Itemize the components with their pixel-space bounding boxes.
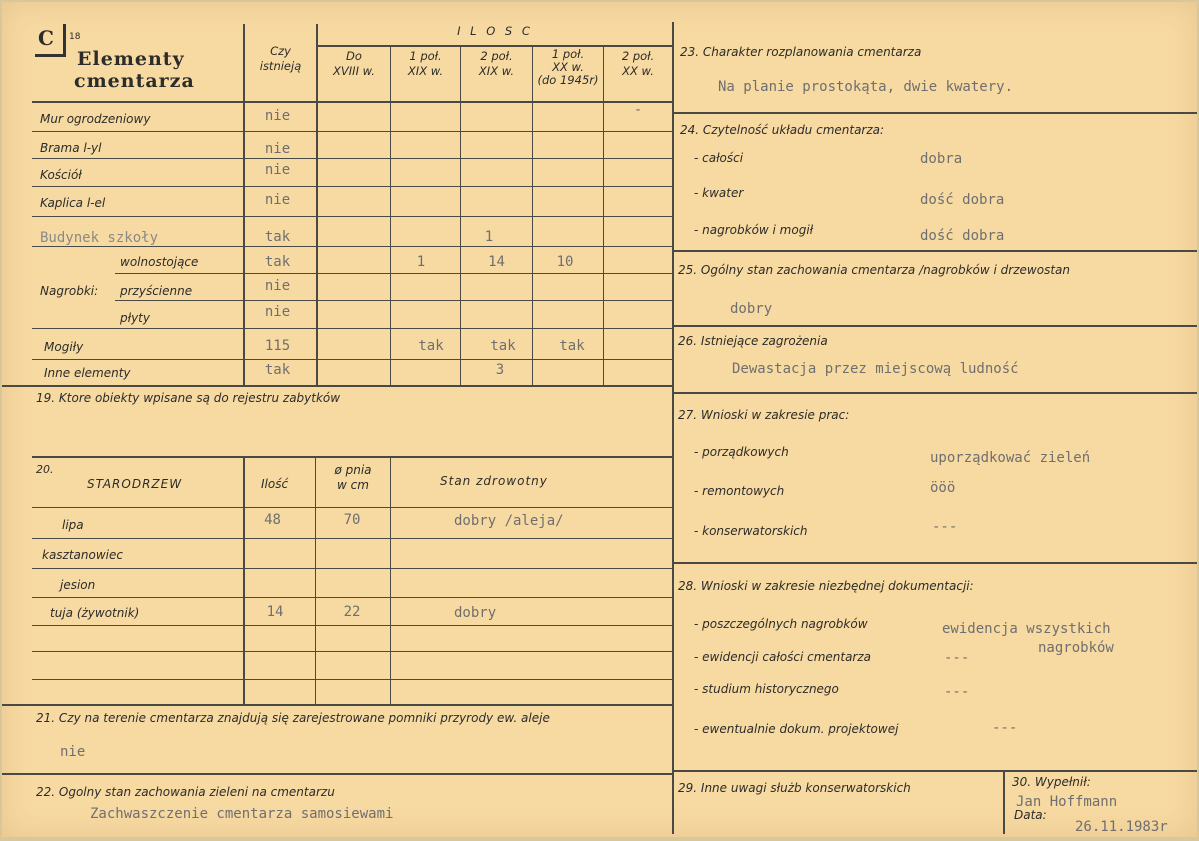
col-header-ilosc: I L O S C bbox=[457, 24, 533, 38]
record-card bbox=[2, 2, 1197, 837]
row-label-przyscienne: przyścienne bbox=[120, 284, 193, 298]
tree-count-lipa: 48 bbox=[264, 512, 281, 528]
q23-label: 23. Charakter rozplanowania cmentarza bbox=[680, 45, 922, 59]
q28-label: 28. Wnioski w zakresie niezbędnej dokumentacji: bbox=[678, 579, 974, 593]
value-inne-2pol-xix: 3 bbox=[495, 362, 505, 378]
q25-answer: dobry bbox=[730, 301, 773, 317]
q22-answer: Zachwaszczenie cmentarza samosiewami bbox=[90, 806, 394, 822]
q30-date-label: Data: bbox=[1014, 808, 1047, 822]
q20-header-count: Ilość bbox=[261, 477, 289, 491]
row-label-kosciol: Kościół bbox=[40, 168, 82, 182]
tree-state-tuja: dobry bbox=[454, 605, 497, 621]
col-header-2pol-xix: 2 poł. XIX w. bbox=[478, 49, 515, 78]
tree-name-lipa: lipa bbox=[62, 518, 84, 532]
q27-value-remontowych: ööö bbox=[930, 480, 956, 496]
q20-header-state: Stan zdrowotny bbox=[440, 474, 548, 488]
q27-label: 27. Wnioski w zakresie prac: bbox=[678, 408, 850, 422]
exists-mur: nie bbox=[264, 108, 291, 124]
exists-brama: nie bbox=[264, 141, 291, 157]
q30-label: 30. Wypełnił: bbox=[1012, 775, 1091, 789]
exists-kosciol: nie bbox=[264, 162, 291, 178]
q29-label: 29. Inne uwagi służb konserwatorskich bbox=[678, 781, 911, 795]
col-header-exists: Czy istnieją bbox=[259, 44, 302, 73]
q28-item-ewentualnie: - ewentualnie dokum. projektowej bbox=[694, 722, 899, 736]
q27-item-porzadkowych: - porządkowych bbox=[694, 445, 789, 459]
exists-inne: tak bbox=[264, 362, 291, 378]
tree-diam-lipa: 70 bbox=[343, 512, 361, 528]
card-number: 18 bbox=[69, 32, 81, 42]
q28-value-ewentualnie: --- bbox=[992, 720, 1018, 736]
title-line-1: Elementy bbox=[77, 48, 185, 70]
q24-item-nagrobkow: - nagrobków i mogił bbox=[694, 223, 814, 237]
col-header-do-xviii: Do XVIII w. bbox=[333, 49, 375, 78]
exists-wolnostojace: tak bbox=[264, 254, 291, 270]
row-label-brama: Brama l-yl bbox=[40, 141, 102, 155]
q28-item-ewidencji: - ewidencji całości cmentarza bbox=[694, 650, 872, 664]
row-label-plyty: płyty bbox=[120, 311, 150, 325]
tree-name-tuja: tuja (żywotnik) bbox=[50, 606, 140, 620]
row-label-mogily: Mogiły bbox=[44, 340, 84, 354]
q24-value-calosci: dobra bbox=[920, 151, 963, 167]
section-title bbox=[74, 48, 195, 92]
q27-item-remontowych: - remontowych bbox=[694, 484, 785, 498]
q28-value-poszczegolnych: ewidencja wszystkich bbox=[942, 621, 1111, 637]
exists-kaplica: nie bbox=[264, 192, 291, 208]
value-budynek-2pol-xix: 1 bbox=[484, 229, 494, 245]
value-mur-2pol-xx: - bbox=[633, 102, 643, 118]
row-label-wolnostojace: wolnostojące bbox=[120, 255, 199, 269]
value-mogily-2pol-xix: tak bbox=[490, 338, 516, 354]
col-header-2pol-xx: 2 poł. XX w. bbox=[621, 49, 655, 78]
q28-value-poszczegolnych-2: nagrobków bbox=[1038, 640, 1114, 656]
q20-header-name: STARODRZEW bbox=[87, 477, 183, 491]
q22-label: 22. Ogolny stan zachowania zieleni na cmentarzu bbox=[36, 785, 335, 799]
row-label-kaplica: Kaplica l-el bbox=[40, 196, 106, 210]
card-letter-box bbox=[35, 24, 66, 57]
row-label-inne: Inne elementy bbox=[44, 366, 131, 380]
exists-plyty: nie bbox=[264, 304, 291, 320]
q26-label: 26. Istniejące zagrożenia bbox=[678, 334, 828, 348]
q23-answer: Na planie prostokąta, dwie kwatery. bbox=[718, 79, 1014, 95]
tree-state-lipa: dobry /aleja/ bbox=[454, 513, 564, 529]
q24-value-kwater: dość dobra bbox=[920, 192, 1005, 208]
q24-item-calosci: - całości bbox=[694, 151, 744, 165]
col-header-1pol-xx: 1 poł. XX w. (do 1945r) bbox=[537, 47, 599, 87]
tree-count-tuja: 14 bbox=[266, 604, 284, 620]
q20-number: 20. bbox=[36, 463, 54, 476]
q28-value-studium: --- bbox=[944, 684, 970, 700]
q24-label: 24. Czytelność układu cmentarza: bbox=[680, 123, 885, 137]
q30-date: 26.11.1983r bbox=[1075, 819, 1168, 835]
q21-label: 21. Czy na terenie cmentarza znajdują się zarejestrowane pomniki przyrody ew. aleje bbox=[36, 711, 550, 725]
tree-name-jesion: jesion bbox=[60, 578, 96, 592]
q19-label: 19. Ktore obiekty wpisane są do rejestru zabytków bbox=[36, 391, 341, 405]
q28-item-poszczegolnych: - poszczególnych nagrobków bbox=[694, 617, 868, 631]
row-label-budynek: Budynek szkoły bbox=[40, 230, 159, 246]
q27-value-konserwatorskich: --- bbox=[932, 519, 958, 535]
q27-value-porzadkowych: uporządkować zieleń bbox=[930, 450, 1091, 466]
q28-value-ewidencji: --- bbox=[944, 650, 970, 666]
value-mogily-1pol-xx: tak bbox=[559, 338, 585, 354]
card-letter: C bbox=[38, 26, 54, 50]
q26-answer: Dewastacja przez miejscową ludność bbox=[732, 361, 1019, 377]
value-mogily-1pol-xix: tak bbox=[418, 338, 444, 354]
col-header-1pol-xix: 1 poł. XIX w. bbox=[407, 49, 444, 78]
row-label-mur: Mur ogrodzeniowy bbox=[40, 112, 151, 126]
value-wolno-2pol-xix: 14 bbox=[488, 254, 505, 270]
q20-header-diameter: ø pnia w cm bbox=[334, 463, 372, 492]
value-wolno-1pol-xx: 10 bbox=[556, 254, 574, 270]
exists-budynek: tak bbox=[264, 229, 291, 245]
q27-item-konserwatorskich: - konserwatorskich bbox=[694, 524, 808, 538]
tree-diam-tuja: 22 bbox=[343, 604, 361, 620]
title-line-2: cmentarza bbox=[74, 70, 195, 92]
exists-przyscienne: nie bbox=[264, 278, 291, 294]
q28-item-studium: - studium historycznego bbox=[694, 682, 839, 696]
q24-item-kwater: - kwater bbox=[694, 186, 744, 200]
tree-name-kasztanowiec: kasztanowiec bbox=[42, 548, 123, 562]
nagrobki-label: Nagrobki: bbox=[40, 284, 99, 298]
q21-answer: nie bbox=[60, 744, 86, 760]
q24-value-nagrobkow: dość dobra bbox=[920, 228, 1005, 244]
q25-label: 25. Ogólny stan zachowania cmentarza /nagrobków i drzewostan bbox=[678, 263, 1070, 277]
exists-mogily: 115 bbox=[264, 338, 291, 354]
value-wolno-1pol-xix: 1 bbox=[416, 254, 426, 270]
q30-name: Jan Hoffmann bbox=[1016, 794, 1118, 810]
